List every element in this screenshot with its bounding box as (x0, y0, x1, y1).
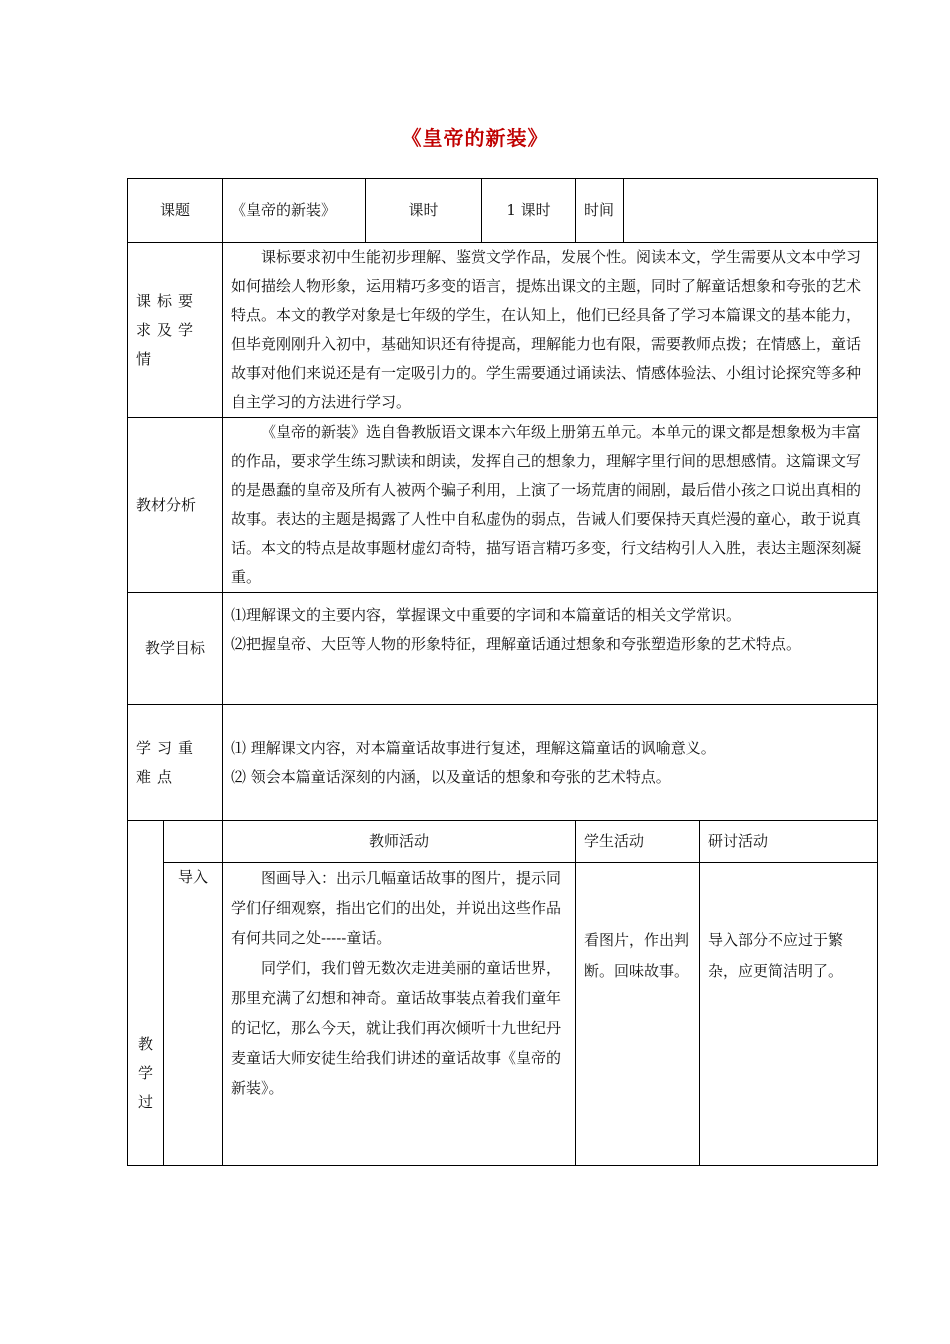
intro-row (128, 863, 878, 1166)
time-label: 时间 (576, 179, 624, 243)
goal-item: ⑴理解课文的主要内容，掌握课文中重要的字词和本篇童话的相关文学常识。 (231, 606, 742, 624)
goals-label: 教学目标 (128, 593, 223, 705)
topic-label: 课题 (128, 179, 223, 243)
process-label-char: 教 (137, 1034, 153, 1053)
stage-label: 导入 (164, 863, 223, 1166)
analysis-label: 教材分析 (128, 418, 223, 593)
key-point-item: ⑵ 领会本篇童话深刻的内涵，以及童话的想象和夸张的艺术特点。 (231, 767, 671, 786)
time-value (624, 179, 878, 243)
process-label-char: 学 (137, 1063, 153, 1082)
key-points-row (128, 705, 878, 821)
teacher-activity-header: 教师活动 (223, 821, 576, 863)
discussion-activity-header: 研讨活动 (700, 821, 878, 863)
process-label-char: 过 (137, 1092, 153, 1111)
goals-cell (223, 593, 878, 705)
goals-row (128, 593, 878, 705)
topic-value: 《皇帝的新装》 (223, 179, 366, 243)
discussion-activity-cell (700, 863, 878, 1166)
curriculum-row (128, 243, 878, 418)
period-label: 课时 (366, 179, 482, 243)
teacher-activity-text: 图画导入：出示几幅童话故事的图片，提示同学们仔细观察，指出它们的出处，并说出这些作品有何共同之处-----童话。 (231, 869, 562, 947)
process-header-row (128, 821, 878, 863)
key-points-cell (223, 705, 878, 821)
student-activity-cell (576, 863, 700, 1166)
period-value: 1 课时 (482, 179, 576, 243)
header-row (128, 179, 878, 243)
analysis-text: 《皇帝的新装》选自鲁教版语文课本六年级上册第五单元。本单元的课文都是想象极为丰富的作品，要求学生练习默读和朗读，发挥自己的想象力，理解字里行间的思想感情。这篇课文写的是愚蠢的皇帝及所有人被两个骗子利用，上演了一场荒唐的闹剧，最后借小孩之口说出真相的故事。表达的主题是揭露了人性中自私虚伪的弱点，告诫人们要保持天真烂漫的童心，敢于说真话。本文的特点是故事题材虚幻奇特，描写语言精巧多变，行文结构引人入胜，表达主题深刻凝重。 (231, 423, 862, 586)
analysis-row (128, 418, 878, 593)
document-title: 《皇帝的新装》 (401, 126, 549, 150)
stage-header-empty (164, 821, 223, 863)
student-activity-header: 学生活动 (576, 821, 700, 863)
curriculum-label: 课标要求及学情 (128, 243, 223, 418)
goal-item: ⑵把握皇帝、大臣等人物的形象特征，理解童话通过想象和夸张塑造形象的艺术特点。 (231, 635, 802, 653)
curriculum-text: 课标要求初中生能初步理解、鉴赏文学作品，发展个性。阅读本文，学生需要从文本中学习如何描绘人物形象，运用精巧多变的语言，提炼出课文的主题，同时了解童话想象和夸张的艺术特点。本文的教学对象是七年级的学生，在认知上，他们已经具备了学习本篇课文的基本能力，但毕竟刚刚升入初中，基础知识还有待提高，理解能力也有限，需要教师点拨；在情感上，童话故事对他们来说还是有一定吸引力的。学生需要通过诵读法、情感体验法、小组讨论探究等多种自主学习的方法进行学习。 (231, 248, 862, 411)
curriculum-cell (223, 243, 878, 418)
process-label (128, 821, 164, 1166)
lesson-plan-table (127, 178, 878, 1166)
key-points-label: 学习重难点 (128, 705, 223, 821)
key-point-item: ⑴ 理解课文内容，对本篇童话故事进行复述，理解这篇童话的讽喻意义。 (231, 738, 716, 757)
discussion-activity-text: 导入部分不应过于繁杂，应更简洁明了。 (708, 931, 844, 980)
teacher-activity-text: 同学们，我们曾无数次走进美丽的童话世界，那里充满了幻想和神奇。童话故事装点着我们童年的记忆，那么今天，就让我们再次倾听十九世纪丹麦童话大师安徒生给我们讲述的童话故事《皇帝的新装》。 (231, 959, 562, 1097)
teacher-activity-cell (223, 863, 576, 1166)
student-activity-text: 看图片，作出判断。回味故事。 (584, 931, 690, 980)
analysis-cell (223, 418, 878, 593)
